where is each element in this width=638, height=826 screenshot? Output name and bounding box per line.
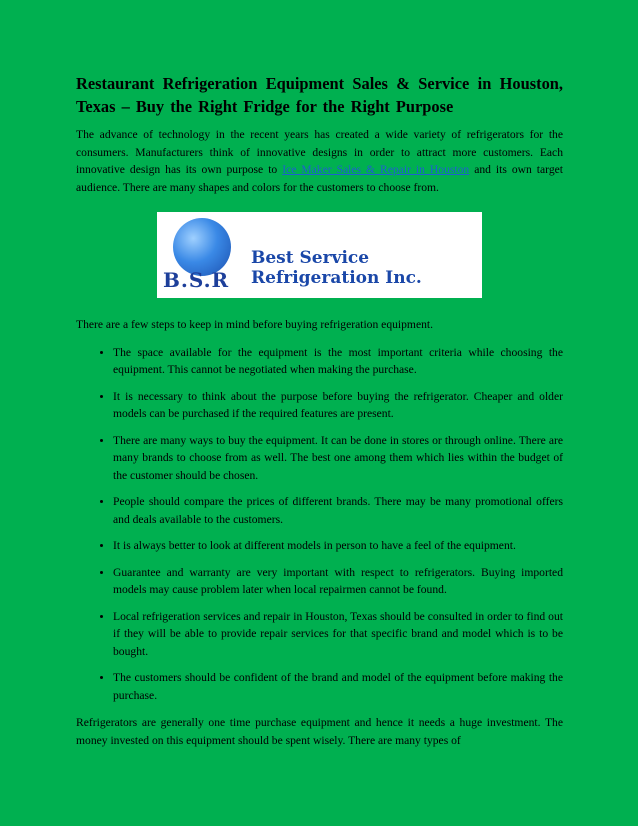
list-item: • The space available for the equipment is the most important criteria while choosing the equipment. This cannot be negotiated when making the purchase. [113,344,563,379]
list-item: • People should compare the prices of different brands. There may be many promotional offers and deals available to the customers. [113,493,563,528]
list-item: • It is necessary to think about the purpose before buying the refrigerator. Cheaper and older models can be purchased if the required features are present. [113,388,563,423]
logo-company-name: Best Service Refrigeration Inc. [251,248,422,288]
steps-intro: There are a few steps to keep in mind before buying refrigeration equipment. [76,318,434,331]
list-item: • There are many ways to buy the equipment. It can be done in stores or through online. There are many brands to choose from as well. The best one among them which lies within the budget of the customer should be chosen. [113,432,563,485]
steps-list [76,344,563,705]
logo-letters: B.S.R [163,268,230,292]
intro-text-before-link: The advance of technology in the recent years has created a wide variety of refrigerators for the consumers. Manufacturers think of innovative designs in order to attract more customers. Each innovative design has its own purpose to [76,128,563,176]
company-logo [157,212,482,298]
list-item: • Local refrigeration services and repair in Houston, Texas should be consulted in order to find out if they will be able to provide repair services for that specific brand and model which is to be bought. [113,608,563,661]
document-content [76,72,563,749]
document-title: Restaurant Refrigeration Equipment Sales & Service in Houston, Texas – Buy the Right Fridge for the Right Purpose [76,74,563,116]
intro-text-after-link: and its own target audience. There are many shapes and colors for the customers to choose from. [76,163,563,194]
logo-container [76,212,563,298]
list-item: • It is always better to look at different models in person to have a feel of the equipment. [113,537,563,555]
list-item: • Guarantee and warranty are very important with respect to refrigerators. Buying imported models may cause problem later when local repairmen cannot be found. [113,564,563,599]
closing-paragraph: Refrigerators are generally one time purchase equipment and hence it needs a huge investment. The money invested on this equipment should be spent wisely. There are many types of [76,716,563,747]
ice-maker-link[interactable]: Ice Maker Sales & Repair in Houston [282,163,470,176]
list-item: • The customers should be confident of the brand and model of the equipment before making the purchase. [113,669,563,704]
intro-paragraph [76,126,563,196]
